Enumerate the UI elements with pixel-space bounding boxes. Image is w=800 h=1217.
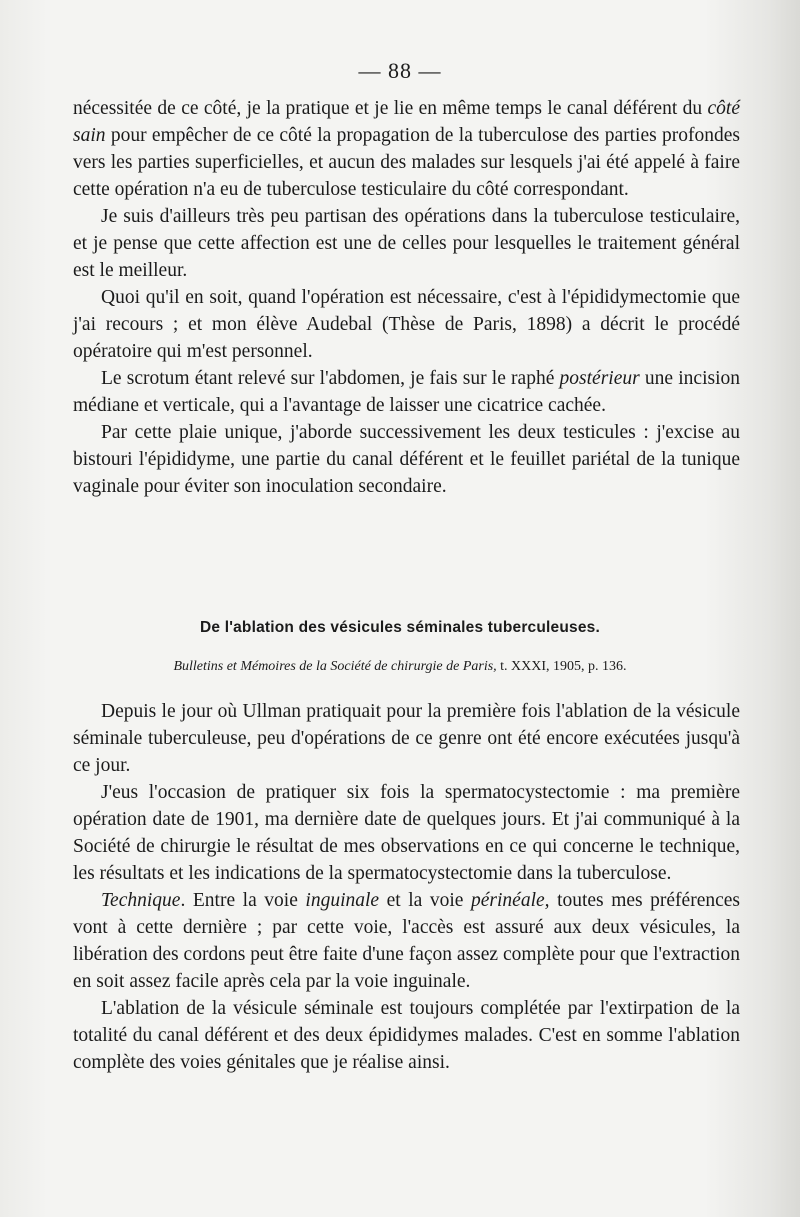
- paragraph-8-text-d: et la voie: [379, 890, 471, 911]
- paragraph-3: Quoi qu'il en soit, quand l'opération est nécessaire, c'est à l'épididymectomie que j'ai recours ; et mon élève Audebal (Thèse de Paris, 1898) a décrit le procédé opératoire qui m'est personnel.: [73, 287, 740, 362]
- paragraph-2: Je suis d'ailleurs très peu partisan des opérations dans la tuberculose testiculaire, et je pense que cette affection est une de celles pour lesquelles le traitement général est le meilleur.: [73, 206, 740, 281]
- page-number: — 88 —: [358, 58, 442, 83]
- paragraph-9: L'ablation de la vésicule séminale est toujours complétée par l'extirpation de la totalité du canal déférent et des deux épididymes malades. C'est en somme l'ablation complète des voies génitales que je réalise ainsi.: [73, 998, 740, 1073]
- paragraph-1-text-a: nécessitée de ce côté, je la pratique et je lie en même temps le canal déférent du: [73, 98, 708, 119]
- paragraph-5: Par cette plaie unique, j'aborde successivement les deux testicules : j'excise au bistouri l'épididyme, une partie du canal déférent et le feuillet pariétal de la tunique vaginale pour éviter son inoculation secondaire.: [73, 422, 740, 497]
- paragraph-8-emphasis-technique: Technique: [101, 890, 181, 911]
- paragraph-8-emphasis-inguinale: inguinale: [305, 890, 380, 911]
- paragraph-4-text-a: Le scrotum étant relevé sur l'abdomen, je fais sur le raphé: [101, 368, 560, 389]
- text-block-bottom: [73, 698, 740, 1076]
- paragraph-6: Depuis le jour où Ullman pratiquait pour la première fois l'ablation de la vésicule séminale tuberculeuse, peu d'opérations de ce genre ont été encore exécutées jusqu'à ce jour.: [73, 701, 740, 776]
- paragraph-1: [73, 95, 740, 203]
- paragraph-4-text-c: une incision médiane et verticale, qui a l'avantage de laisser une cicatrice cachée.: [73, 368, 740, 416]
- paragraph-8-emphasis-perineale: périnéale,: [471, 890, 550, 911]
- paragraph-8: [73, 887, 740, 995]
- paragraph-1-text-c: pour empêcher de ce côté la propagation de la tuberculose des parties profondes vers les parties superficielles, et aucun des malades sur lesquels j'ai été appelé à faire cette opération n'a eu de tuberculose testiculaire du côté correspondant.: [73, 125, 740, 200]
- paragraph-4: [73, 365, 740, 419]
- paragraph-8-text-b: . Entre la voie: [180, 890, 306, 911]
- paragraph-7: J'eus l'occasion de pratiquer six fois la spermatocystectomie : ma première opération date de 1901, ma dernière date de quelques jours. Et j'ai communiqué à la Société de chirurgie le résultat de mes observations en ce qui concerne le technique, les résultats et les indications de la spermatocystectomie dans la tuberculose.: [73, 782, 740, 884]
- text-block-top: [73, 95, 740, 500]
- paragraph-1-emphasis: côté sain: [73, 98, 740, 146]
- citation-source: Bulletins et Mémoires de la Société de chirurgie de Paris,: [173, 659, 497, 674]
- citation-reference: t. XXXI, 1905, p. 136.: [496, 659, 627, 674]
- paragraph-4-emphasis: postérieur: [559, 368, 640, 389]
- section-citation: [0, 659, 800, 675]
- section-title: De l'ablation des vésicules séminales tuberculeuses.: [199, 619, 601, 636]
- paragraph-8-text-f: toutes mes préférences vont à cette dernière ; par cette voie, l'accès est assuré aux deux vésicules, la libération des cordons peut être faite d'une façon assez complète pour que l'extraction en soit assez facile après cela par la voie inguinale.: [73, 890, 740, 992]
